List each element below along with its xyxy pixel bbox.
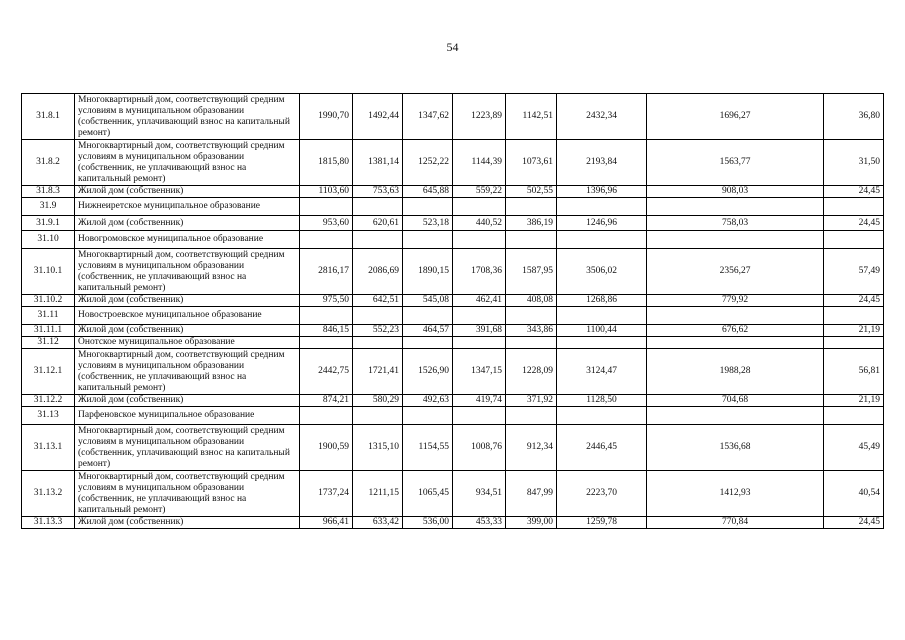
row-number: 31.13.3 <box>22 517 75 529</box>
value-cell <box>824 307 884 325</box>
value-cell: 2223,70 <box>557 471 647 517</box>
section-row <box>22 198 884 216</box>
value-cell: 552,23 <box>353 325 403 337</box>
table-row <box>22 94 884 140</box>
value-cell <box>557 337 647 349</box>
value-cell <box>403 307 453 325</box>
row-name: Жилой дом (собственник) <box>75 216 300 231</box>
value-cell: 1900,59 <box>300 425 353 471</box>
section-number: 31.9 <box>22 198 75 216</box>
value-cell: 1144,39 <box>453 140 506 186</box>
row-name: Многоквартирный дом, соответствующий средним условиям в муниципальном образовании (собственник, уплачивающий взнос на капитальный ремонт) <box>75 94 300 140</box>
table-row <box>22 471 884 517</box>
value-cell <box>403 198 453 216</box>
section-number: 31.10 <box>22 231 75 249</box>
row-name: Многоквартирный дом, соответствующий средним условиям в муниципальном образовании (собственник, не уплачивающий взнос на капитальный ремонт) <box>75 249 300 295</box>
value-cell: 1259,78 <box>557 517 647 529</box>
value-cell: 371,92 <box>506 395 557 407</box>
row-name: Жилой дом (собственник) <box>75 186 300 198</box>
value-cell <box>453 307 506 325</box>
value-cell: 31,50 <box>824 140 884 186</box>
value-cell <box>403 231 453 249</box>
value-cell: 1128,50 <box>557 395 647 407</box>
value-cell: 1815,80 <box>300 140 353 186</box>
value-cell: 502,55 <box>506 186 557 198</box>
value-cell: 1536,68 <box>647 425 824 471</box>
value-cell: 912,34 <box>506 425 557 471</box>
value-cell: 559,22 <box>453 186 506 198</box>
value-cell: 1696,27 <box>647 94 824 140</box>
value-cell: 758,03 <box>647 216 824 231</box>
table-row <box>22 186 884 198</box>
value-cell: 408,08 <box>506 295 557 307</box>
row-number: 31.10.2 <box>22 295 75 307</box>
value-cell: 580,29 <box>353 395 403 407</box>
table-row <box>22 216 884 231</box>
value-cell: 21,19 <box>824 325 884 337</box>
value-cell: 36,80 <box>824 94 884 140</box>
row-number: 31.10.1 <box>22 249 75 295</box>
value-cell <box>353 198 403 216</box>
row-name: Жилой дом (собственник) <box>75 325 300 337</box>
value-cell <box>824 231 884 249</box>
value-cell: 1103,60 <box>300 186 353 198</box>
value-cell <box>300 307 353 325</box>
value-cell <box>353 407 403 425</box>
value-cell <box>557 407 647 425</box>
value-cell: 1721,41 <box>353 349 403 395</box>
value-cell: 2442,75 <box>300 349 353 395</box>
section-row <box>22 307 884 325</box>
value-cell <box>557 231 647 249</box>
value-cell: 545,08 <box>403 295 453 307</box>
value-cell: 953,60 <box>300 216 353 231</box>
value-cell: 704,68 <box>647 395 824 407</box>
value-cell <box>557 198 647 216</box>
value-cell: 1142,51 <box>506 94 557 140</box>
value-cell: 2193,84 <box>557 140 647 186</box>
value-cell <box>647 198 824 216</box>
value-cell: 633,42 <box>353 517 403 529</box>
value-cell <box>403 407 453 425</box>
value-cell: 3124,47 <box>557 349 647 395</box>
value-cell: 1890,15 <box>403 249 453 295</box>
value-cell: 770,84 <box>647 517 824 529</box>
value-cell: 1315,10 <box>353 425 403 471</box>
row-number: 31.8.1 <box>22 94 75 140</box>
value-cell: 753,63 <box>353 186 403 198</box>
section-name: Парфеновское муниципальное образование <box>75 407 300 425</box>
table-row <box>22 517 884 529</box>
table-row <box>22 295 884 307</box>
value-cell: 847,99 <box>506 471 557 517</box>
row-number: 31.13.1 <box>22 425 75 471</box>
value-cell: 975,50 <box>300 295 353 307</box>
value-cell <box>300 198 353 216</box>
value-cell <box>403 337 453 349</box>
value-cell <box>453 198 506 216</box>
value-cell: 1073,61 <box>506 140 557 186</box>
value-cell: 620,61 <box>353 216 403 231</box>
value-cell: 1396,96 <box>557 186 647 198</box>
value-cell <box>300 337 353 349</box>
value-cell <box>506 407 557 425</box>
value-cell <box>353 337 403 349</box>
section-name: Новогромовское муниципальное образование <box>75 231 300 249</box>
value-cell: 908,03 <box>647 186 824 198</box>
value-cell: 2356,27 <box>647 249 824 295</box>
value-cell: 1381,14 <box>353 140 403 186</box>
value-cell: 492,63 <box>403 395 453 407</box>
section-row <box>22 407 884 425</box>
value-cell <box>506 231 557 249</box>
value-cell <box>824 337 884 349</box>
value-cell: 2446,45 <box>557 425 647 471</box>
table-row <box>22 140 884 186</box>
value-cell: 40,54 <box>824 471 884 517</box>
value-cell: 1347,62 <box>403 94 453 140</box>
value-cell: 386,19 <box>506 216 557 231</box>
value-cell <box>353 307 403 325</box>
value-cell: 846,15 <box>300 325 353 337</box>
value-cell <box>647 307 824 325</box>
page-number: 54 <box>446 40 459 54</box>
value-cell <box>647 231 824 249</box>
value-cell: 24,45 <box>824 517 884 529</box>
row-name: Жилой дом (собственник) <box>75 517 300 529</box>
value-cell <box>506 198 557 216</box>
table-row <box>22 325 884 337</box>
value-cell: 1708,36 <box>453 249 506 295</box>
value-cell <box>506 337 557 349</box>
value-cell <box>353 231 403 249</box>
value-cell: 24,45 <box>824 186 884 198</box>
row-number: 31.11.1 <box>22 325 75 337</box>
table-row <box>22 395 884 407</box>
value-cell: 934,51 <box>453 471 506 517</box>
value-cell: 676,62 <box>647 325 824 337</box>
value-cell <box>300 231 353 249</box>
value-cell: 24,45 <box>824 216 884 231</box>
row-number: 31.9.1 <box>22 216 75 231</box>
value-cell: 1526,90 <box>403 349 453 395</box>
value-cell: 1492,44 <box>353 94 403 140</box>
value-cell <box>647 337 824 349</box>
value-cell: 343,86 <box>506 325 557 337</box>
value-cell: 399,00 <box>506 517 557 529</box>
row-number: 31.12.2 <box>22 395 75 407</box>
value-cell: 1988,28 <box>647 349 824 395</box>
row-name: Жилой дом (собственник) <box>75 295 300 307</box>
value-cell: 462,41 <box>453 295 506 307</box>
tariff-table <box>21 93 884 529</box>
row-number: 31.8.3 <box>22 186 75 198</box>
section-name: Нижнеиретское муниципальное образование <box>75 198 300 216</box>
value-cell: 1246,96 <box>557 216 647 231</box>
value-cell: 1154,55 <box>403 425 453 471</box>
value-cell: 1223,89 <box>453 94 506 140</box>
value-cell <box>824 198 884 216</box>
value-cell: 2432,34 <box>557 94 647 140</box>
value-cell: 453,33 <box>453 517 506 529</box>
value-cell: 642,51 <box>353 295 403 307</box>
value-cell: 24,45 <box>824 295 884 307</box>
value-cell: 1412,93 <box>647 471 824 517</box>
value-cell: 419,74 <box>453 395 506 407</box>
value-cell: 1587,95 <box>506 249 557 295</box>
row-number: 31.12.1 <box>22 349 75 395</box>
value-cell <box>300 407 353 425</box>
table-row <box>22 349 884 395</box>
value-cell: 1563,77 <box>647 140 824 186</box>
table-row <box>22 425 884 471</box>
value-cell: 1008,76 <box>453 425 506 471</box>
value-cell: 536,00 <box>403 517 453 529</box>
value-cell: 21,19 <box>824 395 884 407</box>
value-cell: 1211,15 <box>353 471 403 517</box>
value-cell: 1252,22 <box>403 140 453 186</box>
row-name: Многоквартирный дом, соответствующий средним условиям в муниципальном образовании (собственник, не уплачивающий взнос на капитальный ремонт) <box>75 349 300 395</box>
value-cell <box>453 337 506 349</box>
value-cell: 57,49 <box>824 249 884 295</box>
value-cell: 2816,17 <box>300 249 353 295</box>
row-number: 31.13.2 <box>22 471 75 517</box>
value-cell <box>557 307 647 325</box>
value-cell: 464,57 <box>403 325 453 337</box>
section-name: Онотское муниципальное образование <box>75 337 300 349</box>
value-cell: 966,41 <box>300 517 353 529</box>
table-row <box>22 249 884 295</box>
section-name: Новостроевское муниципальное образование <box>75 307 300 325</box>
section-number: 31.12 <box>22 337 75 349</box>
section-row <box>22 231 884 249</box>
row-number: 31.8.2 <box>22 140 75 186</box>
value-cell <box>453 231 506 249</box>
value-cell: 645,88 <box>403 186 453 198</box>
value-cell <box>824 407 884 425</box>
row-name: Многоквартирный дом, соответствующий средним условиям в муниципальном образовании (собственник, не уплачивающий взнос на капитальный ремонт) <box>75 140 300 186</box>
value-cell: 1268,86 <box>557 295 647 307</box>
value-cell: 3506,02 <box>557 249 647 295</box>
value-cell: 779,92 <box>647 295 824 307</box>
value-cell: 56,81 <box>824 349 884 395</box>
value-cell: 1228,09 <box>506 349 557 395</box>
section-row <box>22 337 884 349</box>
value-cell: 1065,45 <box>403 471 453 517</box>
section-number: 31.13 <box>22 407 75 425</box>
value-cell: 874,21 <box>300 395 353 407</box>
value-cell: 1347,15 <box>453 349 506 395</box>
value-cell: 440,52 <box>453 216 506 231</box>
value-cell: 523,18 <box>403 216 453 231</box>
row-name: Многоквартирный дом, соответствующий средним условиям в муниципальном образовании (собственник, не уплачивающий взнос на капитальный ремонт) <box>75 471 300 517</box>
value-cell: 391,68 <box>453 325 506 337</box>
section-number: 31.11 <box>22 307 75 325</box>
value-cell: 1100,44 <box>557 325 647 337</box>
value-cell: 45,49 <box>824 425 884 471</box>
value-cell: 1990,70 <box>300 94 353 140</box>
value-cell <box>647 407 824 425</box>
row-name: Жилой дом (собственник) <box>75 395 300 407</box>
value-cell: 2086,69 <box>353 249 403 295</box>
row-name: Многоквартирный дом, соответствующий средним условиям в муниципальном образовании (собственник, уплачивающий взнос на капитальный ремонт) <box>75 425 300 471</box>
value-cell <box>506 307 557 325</box>
value-cell: 1737,24 <box>300 471 353 517</box>
value-cell <box>453 407 506 425</box>
